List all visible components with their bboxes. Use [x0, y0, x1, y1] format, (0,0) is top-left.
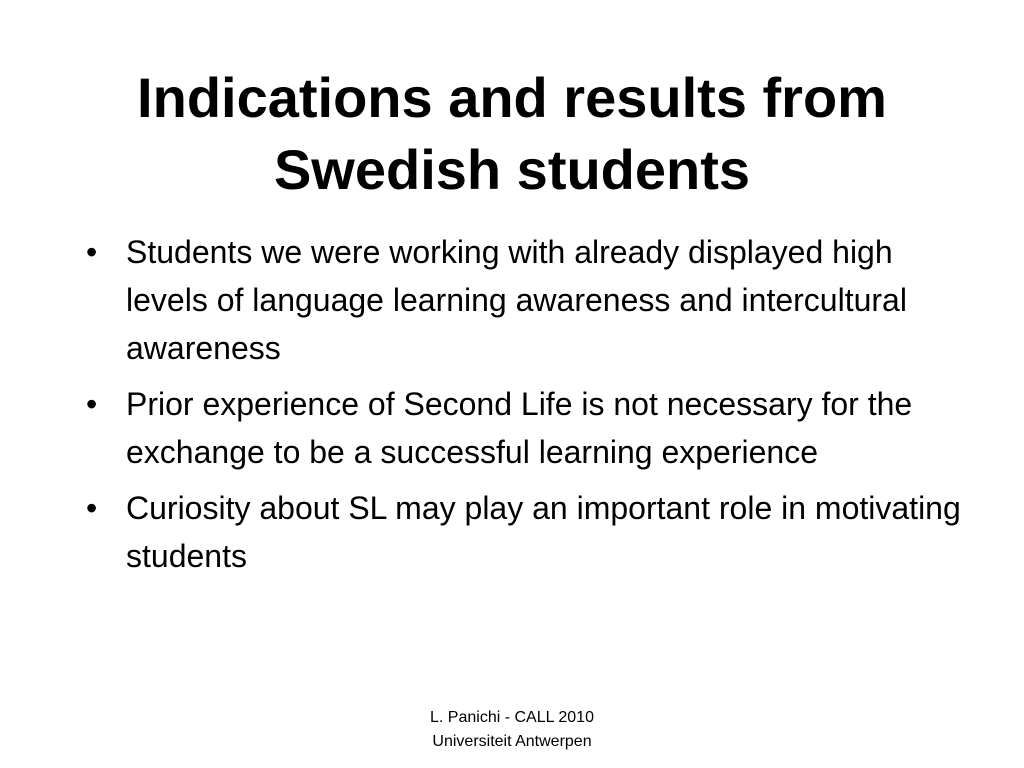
slide-title-line-2: Swedish students — [273, 138, 751, 201]
bullet-icon: • — [86, 234, 98, 270]
bullet-item — [86, 484, 966, 580]
bullet-icon: • — [86, 386, 98, 422]
bullet-item — [86, 380, 966, 476]
bullet-list — [86, 228, 966, 588]
bullet-text: Students we were working with already displayed high levels of language learning awareness and intercultural awareness — [126, 234, 907, 366]
slide-title-line-1: Indications and results from — [137, 66, 887, 129]
bullet-item — [86, 228, 966, 372]
bullet-text: Curiosity about SL may play an important role in motivating students — [126, 490, 961, 574]
footer-author: L. Panichi - CALL 2010 — [430, 709, 594, 726]
bullet-text: Prior experience of Second Life is not necessary for the exchange to be a successful learning experience — [126, 386, 913, 470]
slide-footer — [362, 706, 662, 754]
footer-institution: Universiteit Antwerpen — [432, 733, 592, 750]
bullet-icon: • — [86, 490, 98, 526]
slide-title — [40, 62, 984, 206]
